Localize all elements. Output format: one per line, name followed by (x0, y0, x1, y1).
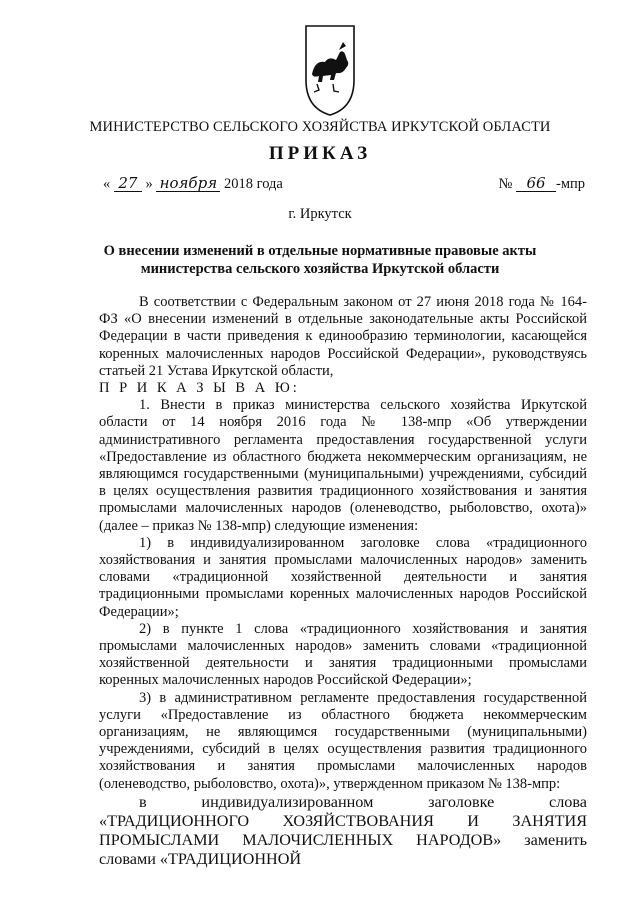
document-type-title: ПРИКАЗ (268, 143, 372, 164)
preamble-paragraph: В соответствии с Федеральным законом от 27 июня 2018 года № 164-ФЗ «О внесении изменений в отдельные законодательные акты Российской Федерации в части приведения к единообразию терминологии, касающейся коренных малочисленных народов Российской Федерации», руководствуясь статьей 21 Устава Иркутской области, (99, 294, 587, 379)
subclause-3-paragraph: 3) в административном регламенте предоставления государственной услуги «Предоставление из областного бюджета некоммерческим организациям, не являющимся государственными (муниципальными) учреждениями, субсидий в целях осуществления развития традиционного хозяйствования и занятия промыслами малочисленных народов (оленеводство, рыболовство, охота)», утвержденном приказом № 138-мпр: (99, 689, 587, 792)
coat-of-arms-icon (303, 22, 357, 118)
orders-keyword: П Р И К А З Ы В А Ю: (99, 380, 300, 397)
date-day-handwritten: 27 (114, 176, 142, 192)
city-name: г. Иркутск (288, 206, 352, 222)
order-date: « 27 » ноября 2018 года (103, 174, 283, 192)
subclause-2-paragraph: 2) в пункте 1 слова «традиционного хозяйствования и занятия промыслами малочисленных народов» заменить словами «традиционной хозяйственной деятельности и занятия традиционными промыслами коренных малочисленных народов Российской Федерации»; (99, 620, 587, 689)
order-body (99, 294, 587, 869)
ministry-name: МИНИСТЕРСТВО СЕЛЬСКОГО ХОЗЯЙСТВА ИРКУТСКОЙ ОБЛАСТИ (89, 119, 551, 135)
date-month-handwritten: ноября (156, 176, 220, 192)
clause-1-paragraph: 1. Внести в приказ министерства сельского хозяйства Иркутской области от 14 ноября 2016 года № 138-мпр «Об утверждении административного регламента предоставления государственной услуги «Предоставление из областного бюджета некоммерческим организациям, не являющимся государственными (муниципальными) учреждениями, субсидий в целях осуществления развития традиционного хозяйствования и занятия промыслами малочисленных народов (оленеводство, рыболовство, охота)» (далее – приказ № 138-мпр) следующие изменения: (99, 397, 587, 534)
order-number: № 66 -мпр (498, 174, 585, 192)
heading-change-paragraph: в индивидуализированном заголовке слова «ТРАДИЦИОННОГО ХОЗЯЙСТВОВАНИЯ И ЗАНЯТИЯ ПРОМЫСЛАМИ МАЛОЧИСЛЕННЫХ НАРОДОВ» заменить словами «ТРАДИЦИОННОЙ (99, 792, 587, 868)
date-year: 2018 года (224, 176, 283, 192)
order-number-handwritten: 66 (516, 176, 556, 192)
subclause-1-paragraph: 1) в индивидуализированном заголовке слова «традиционного хозяйствования и занятия промыслами малочисленных народов» заменить словами «традиционной хозяйственной деятельности и занятия традиционными промыслами коренных малочисленных народов Российской Федерации»; (99, 534, 587, 620)
order-title: О внесении изменений в отдельные нормативные правовые акты министерства сельского хозяйства Иркутской области (103, 243, 537, 277)
